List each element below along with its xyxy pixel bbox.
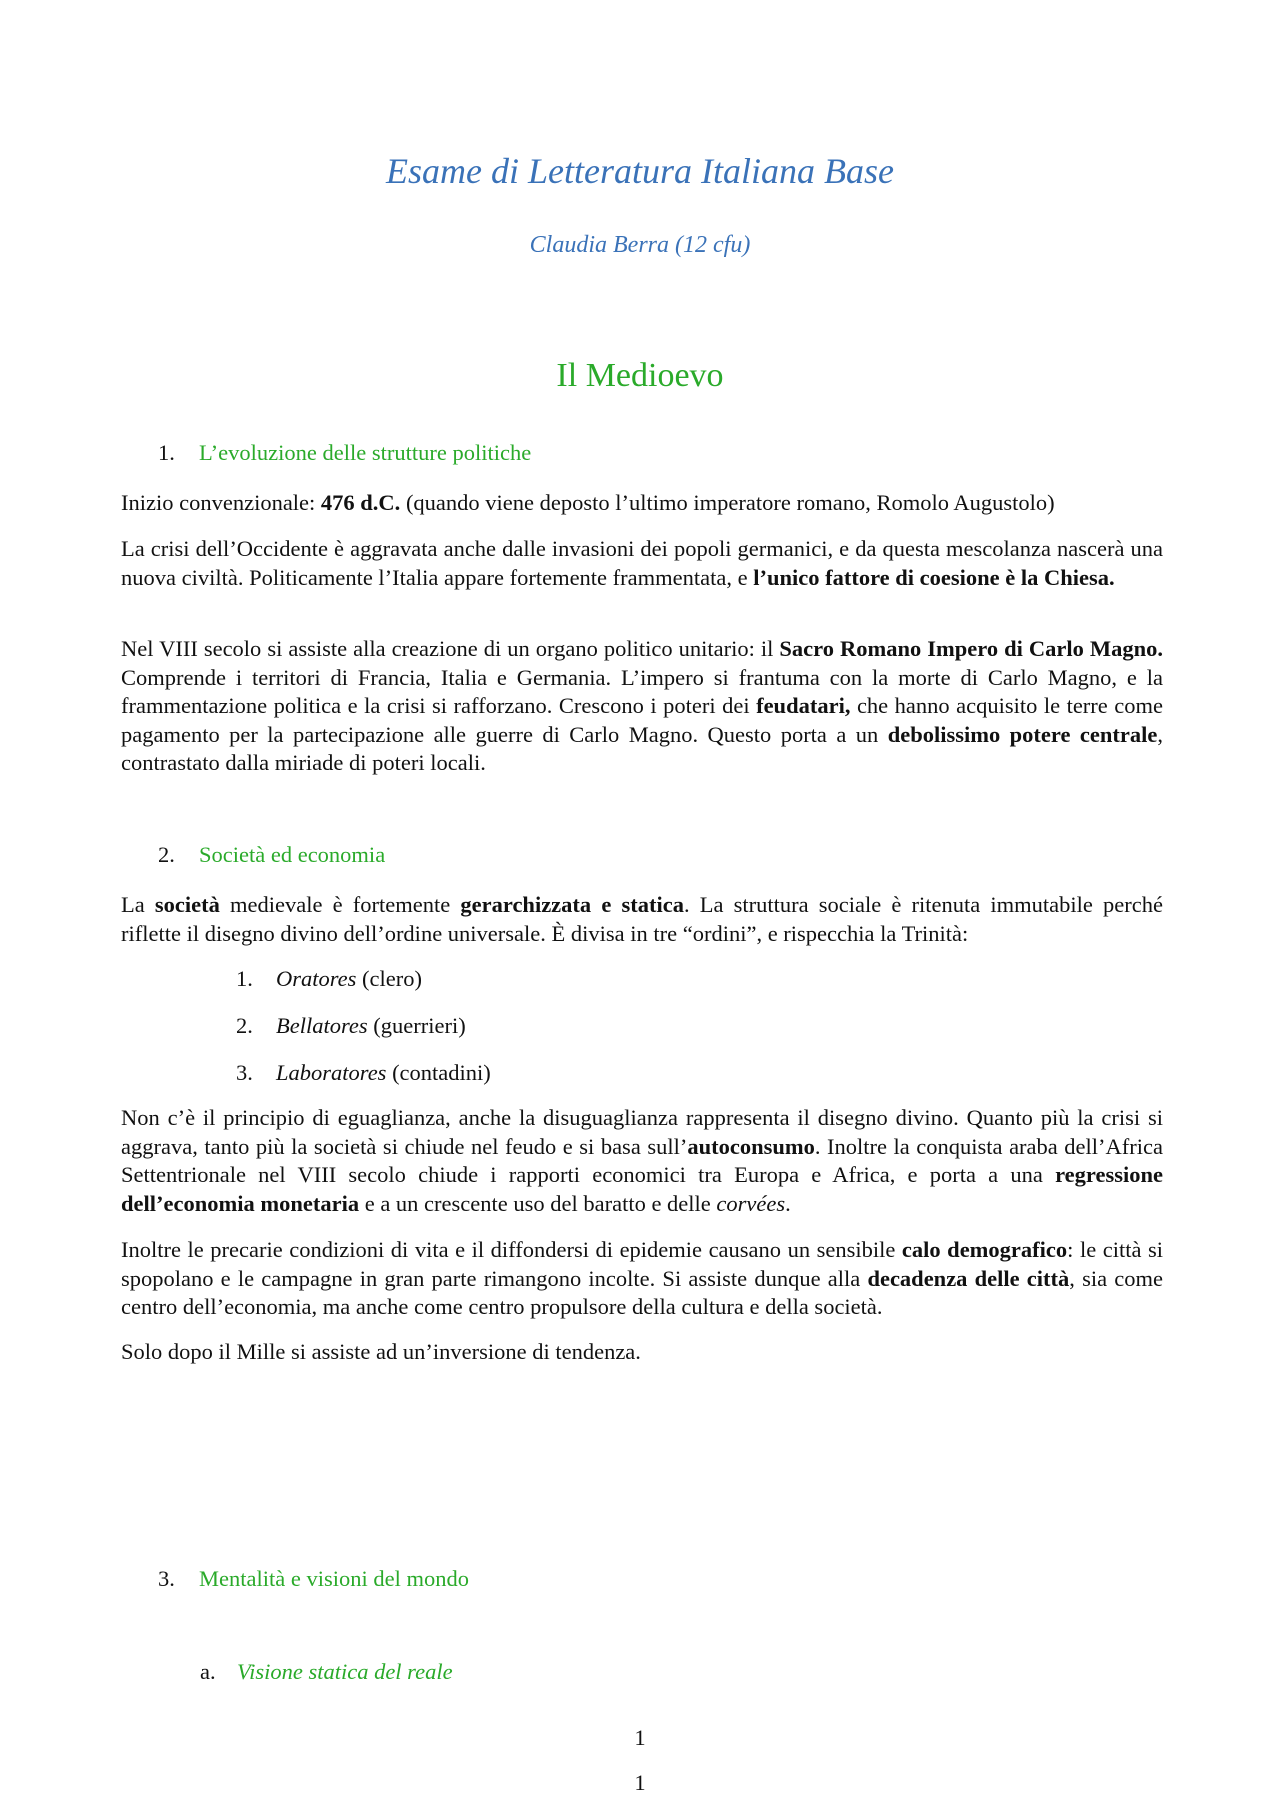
list-item-order: 3. Laboratores (contadini) — [236, 1060, 491, 1085]
document-title: Esame di Letteratura Italiana Base — [386, 151, 894, 191]
section-heading-3 — [158, 1566, 469, 1592]
paragraph-demography: Inoltre le precarie condizioni di vita e il diffondersi di epidemie causano un sensibile calo demografico: le città si spopolano e le campagne in gran parte rimangono incolte. Si assiste dunque alla decadenza delle città, sia come centro dell’economia, ma anche come centro propulsore della cultura e della società. — [121, 1237, 1164, 1319]
paragraph-after-year-1000: Solo dopo il Mille si assiste ad un’inversione di tendenza. — [121, 1339, 641, 1364]
section-number: 2. — [158, 842, 175, 867]
subsection-title: Visione statica del reale — [237, 1659, 453, 1684]
subsection-letter: a. — [200, 1659, 216, 1684]
list-item-order: 1. Oratores (clero) — [236, 966, 422, 991]
paragraph-holy-roman-empire: Nel VIII secolo si assiste alla creazione di un organo politico unitario: il Sacro Romano Impero di Carlo Magno. Comprende i territori di Francia, Italia e Germania. L’impero si frantuma con la morte di Carlo Magno, e la frammentazione politica e la crisi si rafforzano. Crescono i poteri dei feudatari, che hanno acquisito le terre come pagamento per la partecipazione alle guerre di Carlo Magno. Questo porta a un debolissimo potere centrale, contrastato dalla miriade di poteri locali. — [121, 636, 1163, 775]
subsection-heading-a — [200, 1659, 453, 1685]
document-subtitle: Claudia Berra (12 cfu) — [529, 232, 751, 258]
section-number: 3. — [158, 1566, 175, 1591]
list-item-order: 2. Bellatores (guerrieri) — [236, 1013, 466, 1038]
section-title: L’evoluzione delle strutture politiche — [199, 440, 532, 465]
page-number-footer: 1 — [634, 1770, 646, 1795]
paragraph-society: La società medievale è fortemente gerarchizzata e statica. La struttura sociale è ritenuta immutabile perché riflette il disegno divino dell’ordine universale. È divisa in tre “ordini”, e rispecchia la Trinità: — [121, 892, 1163, 946]
page-number: 1 — [634, 1725, 646, 1750]
section-number: 1. — [158, 440, 175, 465]
section-title: Società ed economia — [199, 842, 386, 867]
chapter-heading: Il Medioevo — [556, 357, 724, 394]
section-title: Mentalità e visioni del mondo — [199, 1566, 469, 1591]
section-heading-1 — [158, 440, 531, 466]
paragraph-crisis: La crisi dell’Occidente è aggravata anche dalle invasioni dei popoli germanici, e da questa mescolanza nascerà una nuova civiltà. Politicamente l’Italia appare fortemente frammentata, e l’unico fattore di coesione è la Chiesa. — [121, 536, 1163, 590]
paragraph-start-date: Inizio convenzionale: 476 d.C. (quando viene deposto l’ultimo imperatore romano, Romolo Augustolo) — [121, 490, 1055, 515]
paragraph-inequality: Non c’è il principio di eguaglianza, anche la disuguaglianza rappresenta il disegno divino. Quanto più la crisi si aggrava, tanto più la società si chiude nel feudo e si basa sull’autoconsumo. Inoltre la conquista araba dell’Africa Settentrionale nel VIII secolo chiude i rapporti economici tra Europa e Africa, e porta a una regressione dell’economia monetaria e a un crescente uso del baratto e delle corvées. — [121, 1105, 1163, 1216]
section-heading-2 — [158, 842, 385, 868]
